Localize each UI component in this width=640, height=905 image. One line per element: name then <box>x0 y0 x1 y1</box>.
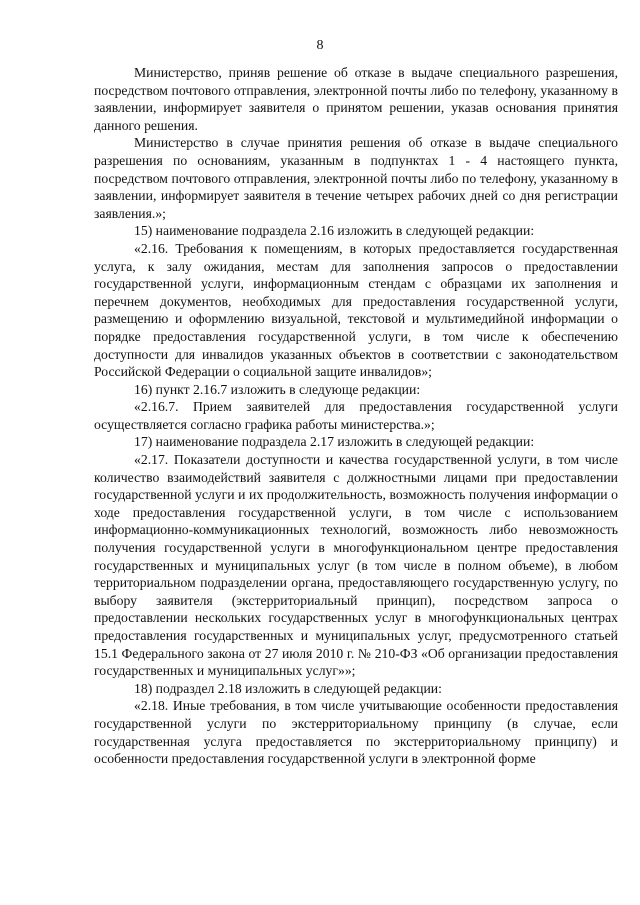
paragraph-section-2-17: «2.17. Показатели доступности и качества государственной услуги, в том числе количество взаимодействий заявителя с должностными лицами при предоставлении государственной услуги и их продолжительность, возможность получения информации о ходе предоставления государственной услуги, в том числе с использованием информационно-коммуникационных технологий, возможность либо невозможность получения государственной услуги в многофункциональном центре предоставления государственных и муниципальных услуг (в том числе в полном объеме), в любом территориальном подразделении органа, предоставляющего государственную услугу, по выбору заявителя (экстерриториальный принцип), посредством запроса о предоставлении нескольких государственных услуг в многофункциональных центрах предоставления государственных и муниципальных услуг, предусмотренного статьей 15.1 Федерального закона от 27 июля 2010 г. № 210-ФЗ «Об организации предоставления государственных и муниципальных услуг»»; <box>94 452 618 679</box>
document-body <box>94 64 618 768</box>
paragraph-section-2-18: «2.18. Иные требования, в том числе учитывающие особенности предоставления государственной услуги по экстерриториальному принципу (в случае, если государственная услуга предоставляется по экстерриториальному принципу) и особенности предоставления государственной услуги в электронной форме <box>94 698 618 767</box>
paragraph-item-18: 18) подраздел 2.18 изложить в следующей редакции: <box>134 680 442 696</box>
paragraph-item-16: 16) пункт 2.16.7 изложить в следующе редакции: <box>134 381 421 397</box>
paragraph-section-2-16-7: «2.16.7. Прием заявителей для предоставления государственной услуги осуществляется согласно графика работы министерства.»; <box>94 399 618 432</box>
paragraph-ministry-refusal: Министерство в случае принятия решения об отказе в выдаче специального разрешения по основаниям, указанным в подпунктах 1 - 4 настоящего пункта, посредством почтового отправления, электронной почты либо по телефону, указанному в заявлении, информирует заявителя в течение четырех рабочих дней со дня регистрации заявления.»; <box>94 135 618 221</box>
paragraph-item-15: 15) наименование подраздела 2.16 изложить в следующей редакции: <box>134 223 535 239</box>
paragraph-ministry-decision: Министерство, приняв решение об отказе в выдаче специального разрешения, посредством почтового отправления, электронной почты либо по телефону, указанному в заявлении, информирует заявителя о принятом решении, указав основания принятия данного решения. <box>94 65 618 133</box>
page-number: 8 <box>316 38 324 53</box>
paragraph-item-17: 17) наименование подраздела 2.17 изложить в следующей редакции: <box>134 434 535 450</box>
paragraph-section-2-16: «2.16. Требования к помещениям, в которых предоставляется государственная услуга, к залу ожидания, местам для заполнения запросов о предоставлении государственной услуги, информационным стендам с образцами их заполнения и перечнем документов, необходимых для предоставления государственной услуги, размещению и оформлению визуальной, текстовой и мультимедийной информации о порядке предоставления государственной услуги, в том числе к обеспечению доступности для инвалидов указанных объектов в соответствии с законодательством Российской Федерации о социальной защите инвалидов»; <box>94 240 618 380</box>
